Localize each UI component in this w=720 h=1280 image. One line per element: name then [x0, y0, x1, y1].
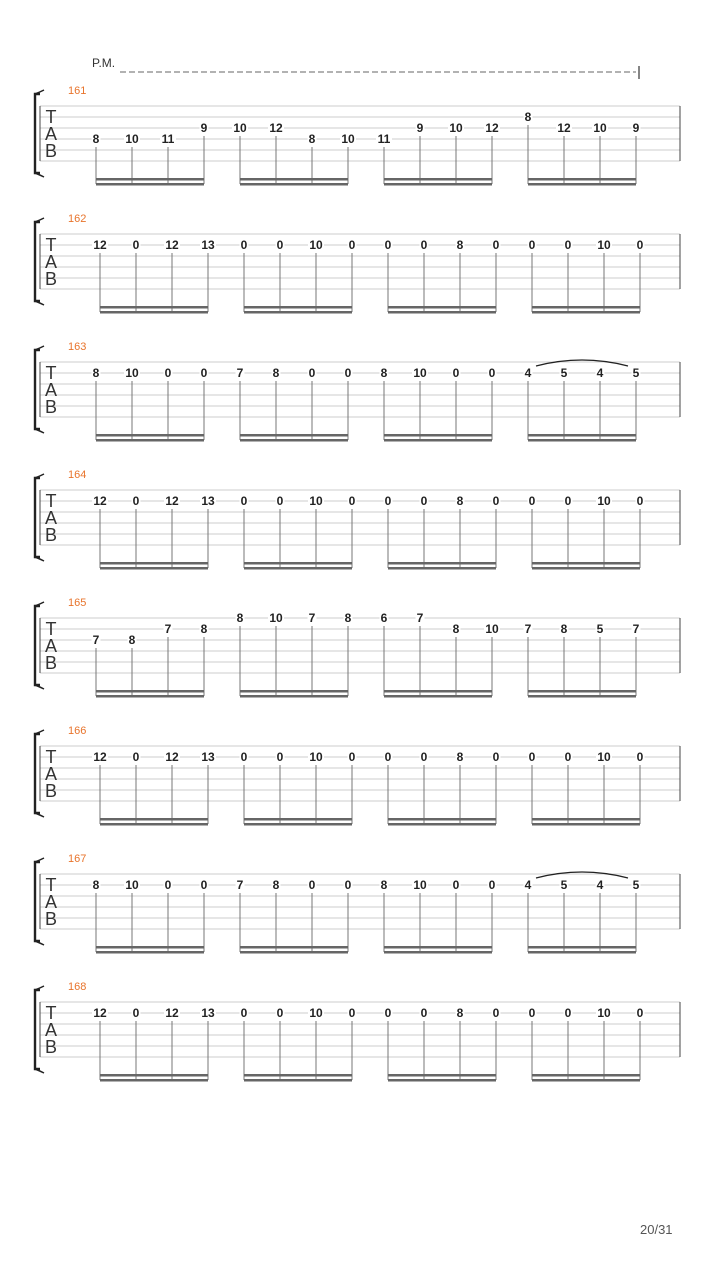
fret-number: 10: [413, 878, 427, 892]
fret-number: 4: [596, 878, 604, 892]
fret-number: 6: [380, 611, 388, 625]
fret-number: 12: [93, 750, 107, 764]
fret-number: 10: [485, 622, 499, 636]
tab-clef-letter: T: [45, 107, 57, 127]
beam-secondary: [96, 183, 204, 186]
beam-secondary: [388, 567, 496, 570]
system-bracket: [35, 734, 40, 813]
measure-number: 166: [68, 725, 87, 737]
tab-clef-letter: A: [44, 252, 58, 272]
beam-primary: [388, 306, 496, 309]
fret-number: 0: [528, 750, 536, 764]
palm-mute-label: P.M.: [92, 56, 116, 70]
fret-number: 0: [488, 366, 496, 380]
tab-clef-letter: A: [44, 124, 58, 144]
fret-number: 8: [272, 878, 280, 892]
fret-number: 8: [380, 366, 388, 380]
tab-clef-letter: T: [45, 747, 57, 767]
beam-secondary: [532, 311, 640, 314]
fret-number: 13: [201, 750, 215, 764]
fret-number: 8: [456, 750, 464, 764]
fret-number: 0: [420, 238, 428, 252]
page-number: 20/31: [640, 1222, 673, 1237]
beam-primary: [532, 562, 640, 565]
beam-primary: [388, 818, 496, 821]
beam-secondary: [532, 1079, 640, 1082]
fret-number: 8: [452, 622, 460, 636]
beam-primary: [384, 178, 492, 181]
tab-clef-letter: T: [45, 235, 57, 255]
fret-number: 8: [456, 1006, 464, 1020]
beam-secondary: [528, 439, 636, 442]
fret-number: 12: [93, 1006, 107, 1020]
fret-number: 12: [269, 121, 283, 135]
measure-number: 167: [68, 853, 87, 865]
fret-number: 8: [236, 611, 244, 625]
fret-number: 0: [348, 1006, 356, 1020]
beam-primary: [532, 306, 640, 309]
beam-primary: [528, 946, 636, 949]
fret-number: 0: [344, 878, 352, 892]
fret-number: 0: [420, 494, 428, 508]
system-bracket: [35, 990, 40, 1069]
beam-primary: [96, 434, 204, 437]
fret-number: 7: [308, 611, 316, 625]
beam-primary: [96, 946, 204, 949]
fret-number: 0: [132, 238, 140, 252]
fret-number: 0: [164, 878, 172, 892]
fret-number: 0: [276, 238, 284, 252]
fret-number: 4: [596, 366, 604, 380]
beam-primary: [244, 562, 352, 565]
fret-number: 9: [632, 121, 640, 135]
fret-number: 8: [560, 622, 568, 636]
fret-number: 0: [384, 1006, 392, 1020]
fret-number: 10: [449, 121, 463, 135]
fret-number: 0: [384, 494, 392, 508]
fret-number: 0: [240, 1006, 248, 1020]
measure-number: 165: [68, 597, 87, 609]
fret-number: 10: [309, 750, 323, 764]
beam-secondary: [240, 951, 348, 954]
fret-number: 0: [240, 238, 248, 252]
beam-secondary: [384, 439, 492, 442]
fret-number: 13: [201, 494, 215, 508]
fret-number: 0: [132, 1006, 140, 1020]
fret-number: 0: [308, 878, 316, 892]
fret-number: 0: [132, 494, 140, 508]
measure-number: 168: [68, 981, 87, 993]
beam-primary: [244, 818, 352, 821]
fret-number: 10: [309, 494, 323, 508]
fret-number: 0: [564, 494, 572, 508]
beam-primary: [388, 1074, 496, 1077]
fret-number: 8: [92, 132, 100, 146]
beam-secondary: [244, 567, 352, 570]
tab-clef-letter: B: [44, 141, 58, 161]
beam-primary: [240, 434, 348, 437]
fret-number: 0: [240, 494, 248, 508]
slur: [536, 872, 628, 878]
fret-number: 4: [524, 878, 532, 892]
tab-clef-letter: T: [45, 1003, 57, 1023]
beam-secondary: [100, 567, 208, 570]
fret-number: 5: [560, 366, 568, 380]
fret-number: 0: [636, 238, 644, 252]
fret-number: 0: [636, 494, 644, 508]
fret-number: 0: [384, 750, 392, 764]
fret-number: 0: [564, 238, 572, 252]
measure-number: 161: [68, 85, 87, 97]
fret-number: 0: [492, 1006, 500, 1020]
beam-secondary: [384, 695, 492, 698]
beam-primary: [532, 1074, 640, 1077]
fret-number: 10: [125, 366, 139, 380]
fret-number: 5: [560, 878, 568, 892]
fret-number: 10: [125, 878, 139, 892]
beam-secondary: [532, 567, 640, 570]
fret-number: 0: [528, 494, 536, 508]
fret-number: 8: [456, 238, 464, 252]
fret-number: 8: [128, 633, 136, 647]
beam-primary: [240, 690, 348, 693]
fret-number: 7: [236, 366, 244, 380]
fret-number: 10: [593, 121, 607, 135]
fret-number: 8: [200, 622, 208, 636]
tab-clef-letter: T: [45, 619, 57, 639]
fret-number: 8: [92, 366, 100, 380]
beam-primary: [384, 690, 492, 693]
beam-secondary: [244, 823, 352, 826]
fret-number: 12: [165, 238, 179, 252]
fret-number: 9: [416, 121, 424, 135]
tab-clef-letter: B: [44, 1037, 58, 1057]
fret-number: 8: [272, 366, 280, 380]
beam-secondary: [96, 695, 204, 698]
fret-number: 12: [165, 494, 179, 508]
beam-secondary: [388, 1079, 496, 1082]
system-bracket: [35, 606, 40, 685]
fret-number: 10: [597, 1006, 611, 1020]
beam-primary: [96, 178, 204, 181]
beam-primary: [240, 178, 348, 181]
beam-primary: [528, 690, 636, 693]
fret-number: 9: [200, 121, 208, 135]
beam-primary: [528, 434, 636, 437]
beam-primary: [244, 306, 352, 309]
system-bracket: [35, 862, 40, 941]
tab-clef-letter: A: [44, 1020, 58, 1040]
beam-secondary: [96, 951, 204, 954]
beam-primary: [384, 946, 492, 949]
fret-number: 0: [276, 750, 284, 764]
tab-clef-letter: A: [44, 892, 58, 912]
tab-clef-letter: T: [45, 875, 57, 895]
beam-primary: [528, 178, 636, 181]
fret-number: 7: [416, 611, 424, 625]
fret-number: 8: [308, 132, 316, 146]
fret-number: 5: [632, 878, 640, 892]
system-bracket: [35, 478, 40, 557]
fret-number: 0: [492, 494, 500, 508]
fret-number: 12: [93, 494, 107, 508]
fret-number: 0: [528, 1006, 536, 1020]
fret-number: 10: [597, 238, 611, 252]
fret-number: 8: [524, 110, 532, 124]
fret-number: 0: [348, 750, 356, 764]
fret-number: 10: [125, 132, 139, 146]
fret-number: 8: [92, 878, 100, 892]
system-bracket: [35, 222, 40, 301]
measure-number: 163: [68, 341, 87, 353]
fret-number: 0: [348, 494, 356, 508]
beam-secondary: [384, 183, 492, 186]
beam-secondary: [96, 439, 204, 442]
fret-number: 10: [309, 1006, 323, 1020]
fret-number: 0: [276, 494, 284, 508]
beam-secondary: [244, 311, 352, 314]
fret-number: 0: [200, 878, 208, 892]
fret-number: 13: [201, 238, 215, 252]
fret-number: 8: [380, 878, 388, 892]
fret-number: 0: [528, 238, 536, 252]
beam-primary: [100, 1074, 208, 1077]
fret-number: 12: [165, 1006, 179, 1020]
tab-clef-letter: A: [44, 764, 58, 784]
beam-primary: [240, 946, 348, 949]
system-bracket: [35, 94, 40, 173]
fret-number: 0: [164, 366, 172, 380]
fret-number: 5: [632, 366, 640, 380]
fret-number: 0: [348, 238, 356, 252]
beam-secondary: [240, 439, 348, 442]
fret-number: 12: [557, 121, 571, 135]
beam-secondary: [528, 695, 636, 698]
beam-secondary: [100, 311, 208, 314]
beam-primary: [100, 306, 208, 309]
fret-number: 0: [452, 878, 460, 892]
fret-number: 10: [233, 121, 247, 135]
tab-clef-letter: A: [44, 380, 58, 400]
fret-number: 0: [564, 1006, 572, 1020]
beam-secondary: [384, 951, 492, 954]
tab-clef-letter: B: [44, 269, 58, 289]
tab-clef-letter: T: [45, 363, 57, 383]
fret-number: 12: [93, 238, 107, 252]
slur: [536, 360, 628, 366]
tab-clef-letter: B: [44, 525, 58, 545]
system-bracket: [35, 350, 40, 429]
fret-number: 11: [161, 132, 175, 146]
fret-number: 12: [165, 750, 179, 764]
fret-number: 10: [341, 132, 355, 146]
beam-secondary: [528, 183, 636, 186]
fret-number: 4: [524, 366, 532, 380]
fret-number: 0: [420, 750, 428, 764]
tab-clef-letter: A: [44, 508, 58, 528]
fret-number: 5: [596, 622, 604, 636]
fret-number: 7: [92, 633, 100, 647]
fret-number: 0: [200, 366, 208, 380]
tab-clef-letter: T: [45, 491, 57, 511]
beam-primary: [96, 690, 204, 693]
fret-number: 10: [269, 611, 283, 625]
fret-number: 0: [488, 878, 496, 892]
fret-number: 7: [524, 622, 532, 636]
beam-secondary: [388, 823, 496, 826]
fret-number: 10: [597, 750, 611, 764]
measure-number: 162: [68, 213, 87, 225]
fret-number: 0: [452, 366, 460, 380]
fret-number: 0: [636, 1006, 644, 1020]
beam-primary: [388, 562, 496, 565]
fret-number: 7: [236, 878, 244, 892]
beam-secondary: [244, 1079, 352, 1082]
fret-number: 0: [564, 750, 572, 764]
fret-number: 7: [632, 622, 640, 636]
beam-secondary: [100, 1079, 208, 1082]
fret-number: 0: [308, 366, 316, 380]
fret-number: 11: [377, 132, 391, 146]
tab-clef-letter: B: [44, 781, 58, 801]
fret-number: 0: [492, 750, 500, 764]
tab-clef-letter: B: [44, 653, 58, 673]
fret-number: 0: [420, 1006, 428, 1020]
tab-clef-letter: B: [44, 397, 58, 417]
beam-secondary: [528, 951, 636, 954]
tab-clef-letter: B: [44, 909, 58, 929]
beam-primary: [532, 818, 640, 821]
beam-secondary: [240, 695, 348, 698]
fret-number: 0: [240, 750, 248, 764]
beam-secondary: [532, 823, 640, 826]
fret-number: 7: [164, 622, 172, 636]
fret-number: 8: [456, 494, 464, 508]
fret-number: 13: [201, 1006, 215, 1020]
fret-number: 10: [597, 494, 611, 508]
fret-number: 12: [485, 121, 499, 135]
beam-secondary: [388, 311, 496, 314]
fret-number: 0: [492, 238, 500, 252]
fret-number: 8: [344, 611, 352, 625]
fret-number: 10: [413, 366, 427, 380]
fret-number: 10: [309, 238, 323, 252]
fret-number: 0: [132, 750, 140, 764]
fret-number: 0: [276, 1006, 284, 1020]
tab-clef-letter: A: [44, 636, 58, 656]
fret-number: 0: [636, 750, 644, 764]
fret-number: 0: [344, 366, 352, 380]
beam-secondary: [240, 183, 348, 186]
fret-number: 0: [384, 238, 392, 252]
beam-primary: [100, 818, 208, 821]
measure-number: 164: [68, 469, 87, 481]
beam-primary: [100, 562, 208, 565]
beam-primary: [384, 434, 492, 437]
beam-secondary: [100, 823, 208, 826]
beam-primary: [244, 1074, 352, 1077]
